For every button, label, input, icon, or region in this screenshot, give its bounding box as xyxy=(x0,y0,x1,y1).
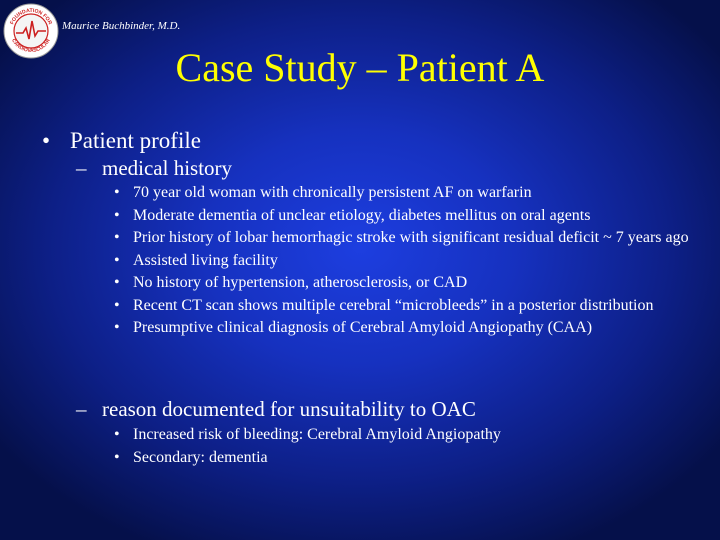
subsection-unsuitability-reason xyxy=(76,396,476,422)
subsection-heading: medical history xyxy=(102,156,233,180)
section-heading: Patient profile xyxy=(70,128,201,153)
subsection-heading: reason documented for unsuitability to OAC xyxy=(102,397,476,421)
list-item xyxy=(114,318,704,337)
bullet-icon: • xyxy=(114,251,120,269)
slide-title: Case Study – Patient A xyxy=(175,45,545,90)
subsection-medical-history xyxy=(76,155,232,181)
bullet-icon: • xyxy=(114,319,120,336)
bullet-icon: • xyxy=(114,206,120,224)
author-name: Maurice Buchbinder, M.D. xyxy=(62,20,181,32)
list-item-text: No history of hypertension, atherosclerosis, or CAD xyxy=(133,274,468,291)
bullet-icon: • xyxy=(114,426,120,443)
logo-top-text: FOUNDATION FOR xyxy=(9,7,53,26)
unsuitability-reason-list xyxy=(114,425,704,470)
list-item xyxy=(114,206,704,225)
list-item-text: Prior history of lobar hemorrhagic stroke with significant residual deficit ~ 7 years ago xyxy=(133,229,689,246)
list-item-text: Presumptive clinical diagnosis of Cerebral Amyloid Angiopathy (CAA) xyxy=(133,319,593,336)
list-item xyxy=(114,183,704,202)
dash-icon: – xyxy=(76,397,87,421)
dash-icon: – xyxy=(76,156,87,180)
list-item xyxy=(114,425,704,444)
section-patient-profile xyxy=(42,127,201,155)
bullet-icon: • xyxy=(114,184,120,201)
medical-history-list xyxy=(114,183,704,341)
list-item xyxy=(114,273,704,292)
list-item-text: Recent CT scan shows multiple cerebral “microbleeds” in a posterior distribution xyxy=(133,296,654,314)
list-item-text: Assisted living facility xyxy=(133,251,278,269)
list-item xyxy=(114,296,704,315)
bullet-icon: • xyxy=(114,274,120,291)
bullet-icon: • xyxy=(114,448,120,466)
bullet-icon: • xyxy=(114,229,120,246)
list-item xyxy=(114,448,704,467)
bullet-icon: • xyxy=(42,128,51,153)
list-item xyxy=(114,251,704,270)
list-item-text: Secondary: dementia xyxy=(133,448,268,466)
bullet-icon: • xyxy=(114,296,120,314)
logo-bottom-text: CARDIOVASCULAR xyxy=(10,37,52,55)
list-item-text: Increased risk of bleeding: Cerebral Amyloid Angiopathy xyxy=(133,426,501,443)
list-item-text: Moderate dementia of unclear etiology, diabetes mellitus on oral agents xyxy=(133,206,591,224)
list-item xyxy=(114,228,704,247)
list-item-text: 70 year old woman with chronically persistent AF on warfarin xyxy=(133,184,532,201)
